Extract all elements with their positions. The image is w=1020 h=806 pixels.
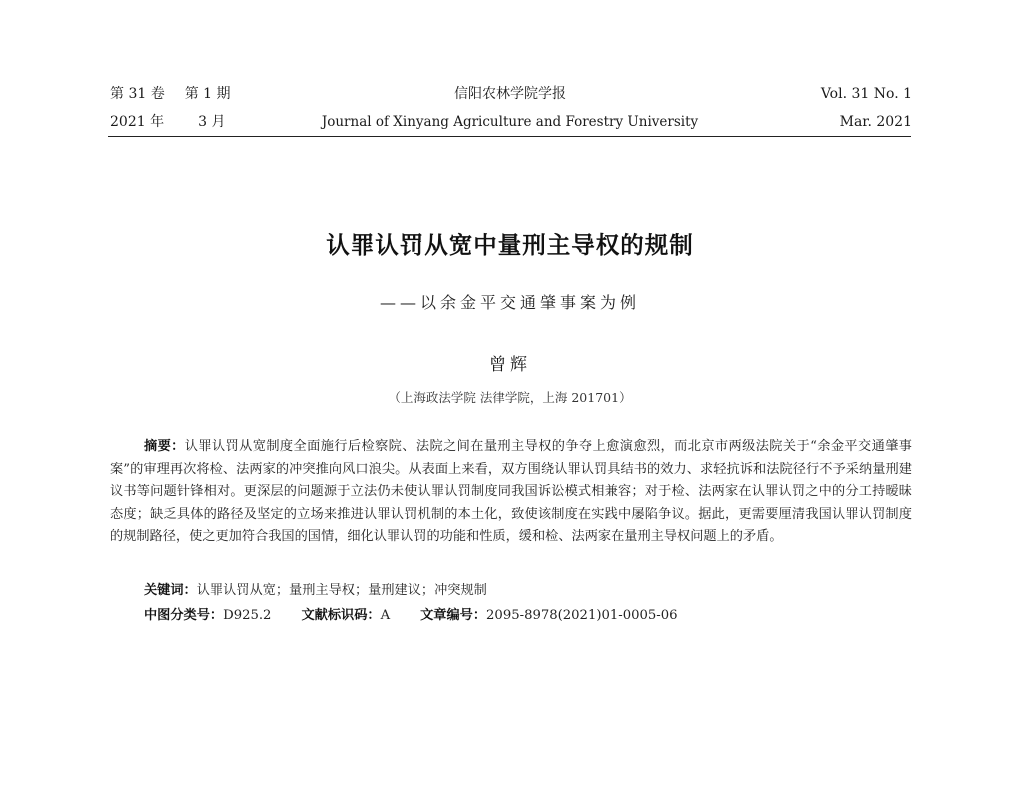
volume-number-en: Vol. 31 No. 1 — [820, 86, 912, 102]
author-affiliation: （上海政法学院 法律学院，上海 201701） — [388, 390, 632, 405]
keywords-label: 关键词： — [144, 583, 197, 598]
abstract-text: 认罪认罚从宽制度全面施行后检察院、法院之间在量刑主导权的争夺上愈演愈烈，而北京市两级法院关于“余金平交通肇事案”的审理再次将检、法两家的冲突推向风口浪尖。从表面上来看，双方围绕认罪认罚具结书的效力、求轻抗诉和法院径行不予采纳量刑建议书等问题针锋相对。更深层的问题源于立法仍未使认罪认罚制度同我国诉讼模式相兼容；对于检、法两家在认罪认罚之中的分工持暧昧态度；缺乏具体的路径及坚定的立场来推进认罪认罚机制的本土化，致使该制度在实践中屡陷争议。据此，更需要厘清我国认罪认罚制度的规制路径，使之更加符合我国的国情，细化认罪认罚的功能和性质，缓和检、法两家在量刑主导权问题上的矛盾。 — [110, 439, 912, 544]
journal-name-en: Journal of Xinyang Agriculture and Forestry University — [321, 114, 699, 130]
document-code-label: 文献标识码： — [301, 608, 381, 623]
volume-label: 第 31 卷 — [110, 86, 165, 102]
classification-line — [144, 605, 678, 627]
keywords-text: 认罪认罚从宽；量刑主导权；量刑建议；冲突规制 — [196, 583, 487, 598]
article-title: 认罪认罚从宽中量刑主导权的规制 — [326, 231, 694, 259]
journal-name-cn: 信阳农林学院学报 — [454, 86, 566, 102]
year-label: 2021 年 — [110, 114, 165, 130]
article-subtitle: ——以余金平交通肇事案为例 — [379, 293, 640, 312]
month-label: 3 月 — [198, 114, 226, 130]
abstract-paragraph — [110, 436, 912, 549]
date-en: Mar. 2021 — [839, 114, 912, 130]
author-name: 曾辉 — [489, 355, 531, 375]
abstract — [110, 436, 912, 549]
abstract-label: 摘要： — [144, 439, 185, 454]
article-number-value: 2095-8978(2021)01-0005-06 — [486, 608, 678, 623]
keywords — [144, 580, 487, 602]
document-code-value: A — [380, 608, 391, 623]
article-number-label: 文章编号： — [420, 608, 487, 623]
issue-label: 第 1 期 — [184, 86, 231, 102]
clc-label: 中图分类号： — [144, 608, 224, 623]
clc-value: D925.2 — [223, 608, 272, 623]
header-rule — [108, 136, 911, 137]
header-right — [821, 84, 912, 140]
